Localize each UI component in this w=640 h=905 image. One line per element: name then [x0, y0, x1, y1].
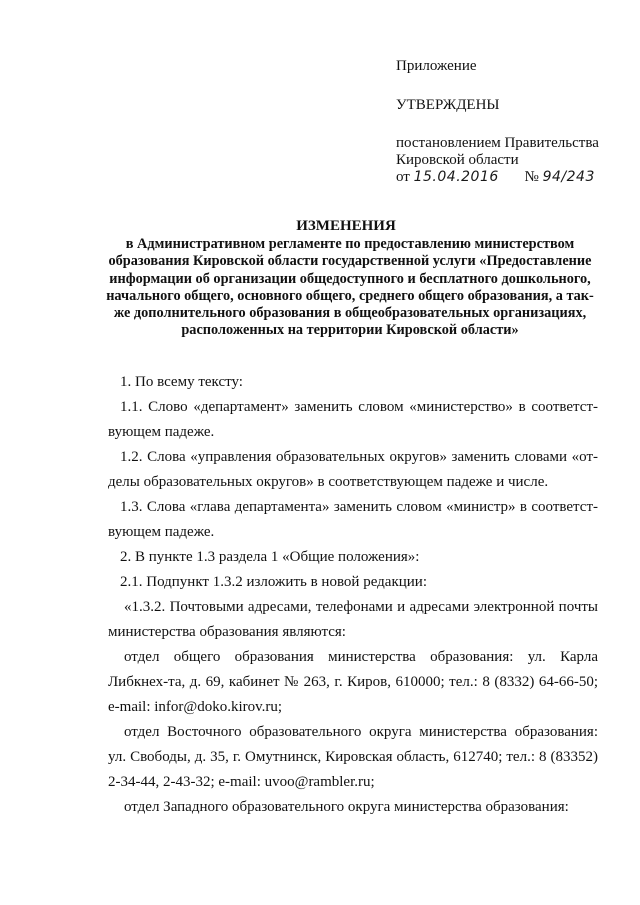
paragraph-dept-general: отдел общего образования министерства образования: ул. Карла Либкнех-та, д. 69, кабинет № 263, г. Киров, 610000; тел.: 8 (8332) 64-66-50; e-mail: infor@doko.kirov.ru; [108, 649, 598, 715]
handwritten-number: 94/243 [542, 169, 595, 185]
date-prefix: от [396, 169, 410, 185]
paragraph-dept-west: отдел Западного образовательного округа министерства образования: [124, 799, 569, 815]
paragraph-dept-east: отдел Восточного образовательного округа министерства образования: ул. Свободы, д. 35, г. Омутнинск, Кировская область, 612740; тел.: 8 (83352) 2-34-44, 2-43-32; e-mail: uvoo@rambler.ru; [108, 724, 598, 790]
decree-line-1: постановлением Правительства [396, 135, 599, 151]
number-prefix: № [524, 169, 539, 185]
paragraph-1-1: 1.1. Слово «департамент» заменить словом «министерство» в соответст-вующем падеже. [108, 399, 598, 440]
subtitle-line: же дополнительного образования в общеобразовательных организациях, [113, 305, 587, 322]
date-number-line [396, 169, 626, 186]
paragraph-1-3: 1.3. Слова «глава департамента» заменить словом «министр» в соответст-вующем падеже. [108, 499, 598, 540]
subtitle-line: информации об организации общедоступного и бесплатного дошкольного, [109, 270, 591, 287]
subtitle-line: начального общего, основного общего, среднего общего образования, а так- [106, 287, 594, 304]
paragraph-2-1: 2.1. Подпункт 1.3.2 изложить в новой редакции: [120, 574, 427, 590]
paragraph-2: 2. В пункте 1.3 раздела 1 «Общие положения»: [120, 549, 420, 565]
subtitle-line: образования Кировской области государственной услуги «Предоставление [108, 253, 592, 270]
document-body [108, 370, 598, 820]
handwritten-date: 15.04.2016 [413, 169, 499, 185]
paragraph-1: 1. По всему тексту: [120, 374, 243, 390]
document-subtitle [92, 236, 608, 340]
paragraph-quote: «1.3.2. Почтовыми адресами, телефонами и адресами электронной почты министерства образования являются: [108, 599, 598, 640]
approval-block [396, 58, 626, 186]
approved-label: УТВЕРЖДЕНЫ [396, 97, 500, 113]
decree-line-2: Кировской области [396, 152, 519, 168]
appendix-label: Приложение [396, 58, 477, 74]
subtitle-line: расположенных на территории Кировской области» [181, 322, 519, 339]
paragraph-1-2: 1.2. Слова «управления образовательных округов» заменить словами «от-делы образовательных округов» в соответствующем падеже и числе. [108, 449, 598, 490]
subtitle-line: в Административном регламенте по предоставлению министерством [125, 236, 575, 252]
document-title: ИЗМЕНЕНИЯ [296, 218, 396, 234]
